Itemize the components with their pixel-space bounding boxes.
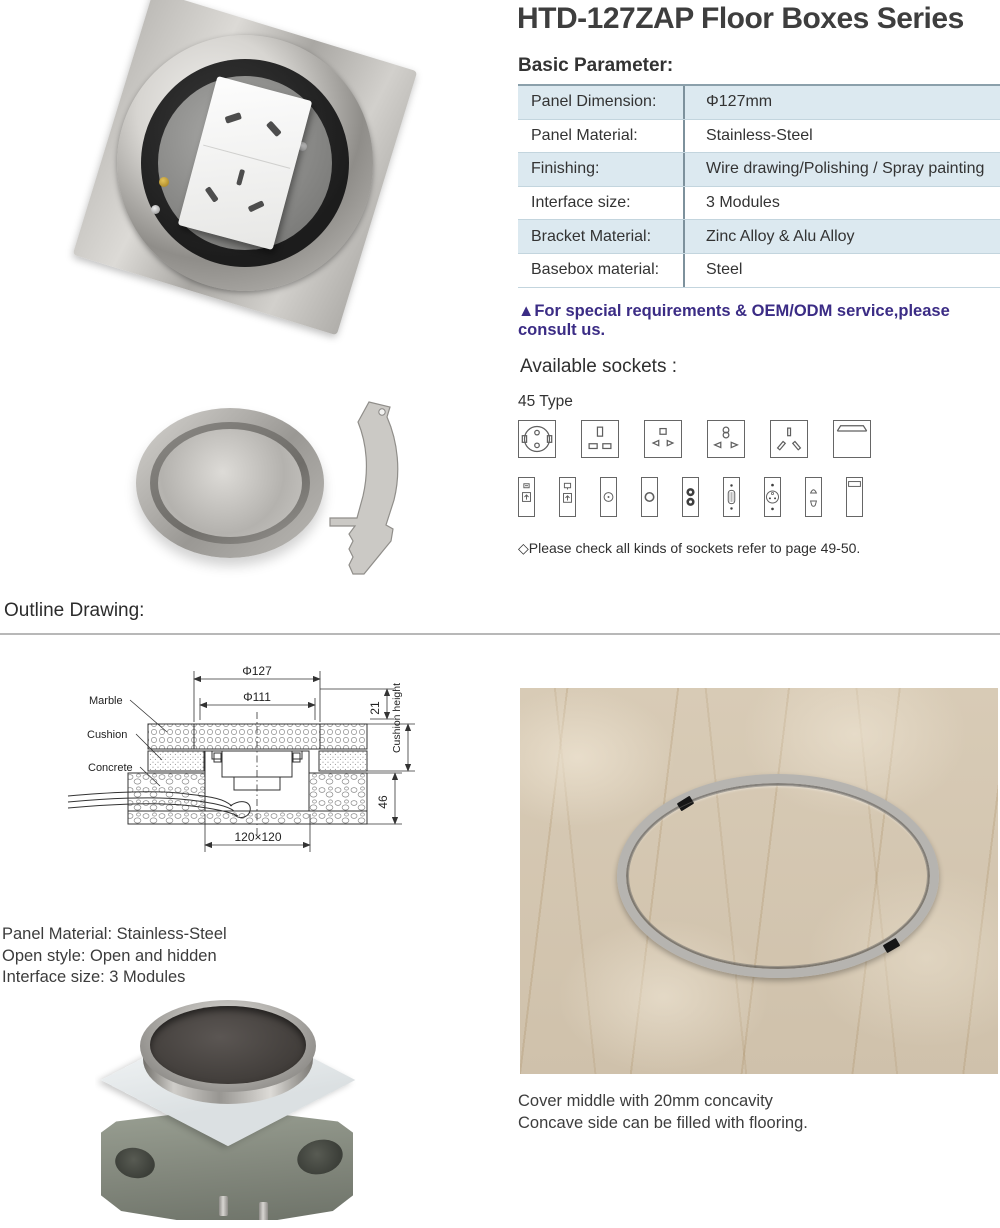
steel-cup-inner bbox=[158, 429, 302, 537]
universal-3pin-socket-icon bbox=[644, 420, 682, 458]
multi-universal-socket-icon bbox=[707, 420, 745, 458]
param-label: Panel Dimension: bbox=[518, 86, 685, 119]
table-row bbox=[518, 220, 1000, 254]
ring-notch bbox=[883, 938, 900, 953]
silver-screw bbox=[151, 205, 160, 214]
schuko-socket-icon bbox=[518, 420, 556, 458]
knockout-hole bbox=[294, 1135, 347, 1179]
marble-photo-caption bbox=[518, 1090, 808, 1134]
sockets-note: ◇Please check all kinds of sockets refer to page 49-50. bbox=[518, 540, 861, 556]
dim-phi127: Φ127 bbox=[242, 664, 272, 678]
marble-label: Marble bbox=[89, 695, 123, 707]
socket-slot bbox=[225, 112, 242, 124]
left-specs bbox=[2, 924, 227, 989]
socket-slot bbox=[205, 186, 219, 203]
param-value: Φ127mm bbox=[706, 93, 773, 111]
marble-install-photo bbox=[520, 688, 998, 1074]
section-divider bbox=[0, 633, 1000, 635]
dim-21: 21 bbox=[368, 701, 382, 715]
param-label: Finishing: bbox=[518, 153, 685, 186]
uk-socket-icon bbox=[581, 420, 619, 458]
rj45-module-icon bbox=[518, 477, 535, 517]
blank-plate-icon bbox=[833, 420, 871, 458]
page-title: HTD-127ZAP Floor Boxes Series bbox=[517, 2, 964, 35]
table-row bbox=[518, 120, 1000, 154]
cover-concave-top bbox=[150, 1006, 306, 1084]
cushion-label: Cushion bbox=[87, 729, 128, 741]
caption-line: Cover middle with 20mm concavity bbox=[518, 1092, 773, 1110]
cn-3pin-socket-icon bbox=[770, 420, 808, 458]
param-label: Panel Material: bbox=[518, 120, 685, 153]
param-value: Stainless-Steel bbox=[706, 126, 813, 144]
bolt bbox=[259, 1202, 268, 1222]
socket-row-modules bbox=[518, 477, 863, 517]
oem-note: ▲For special requirements & OEM/ODM service,please consult us. bbox=[518, 302, 950, 339]
bolt bbox=[219, 1196, 228, 1216]
basic-parameter-heading: Basic Parameter: bbox=[518, 55, 674, 76]
socket-slot bbox=[248, 200, 265, 212]
cushion-height-label: Cushion height bbox=[391, 682, 403, 754]
spec-line: Panel Material: Stainless-Steel bbox=[2, 925, 227, 943]
param-label: Basebox material: bbox=[518, 254, 685, 287]
param-value: Zinc Alloy & Alu Alloy bbox=[706, 227, 855, 245]
param-label: Interface size: bbox=[518, 187, 685, 220]
socket-type-label: 45 Type bbox=[518, 393, 573, 410]
param-value: Steel bbox=[706, 261, 743, 279]
outline-drawing bbox=[62, 656, 452, 868]
floor-box-top-photo bbox=[38, 0, 452, 334]
socket-row-45type bbox=[518, 420, 871, 458]
table-row bbox=[518, 86, 1000, 120]
vga-module-icon bbox=[723, 477, 740, 517]
install-ring bbox=[617, 774, 939, 978]
assembled-floor-box-photo bbox=[95, 1000, 367, 1226]
caption-line: Concave side can be filled with flooring. bbox=[518, 1114, 808, 1132]
tv-coax-module-icon bbox=[600, 477, 617, 517]
dim-46: 46 bbox=[376, 795, 390, 809]
blank-module-icon bbox=[846, 477, 863, 517]
table-row bbox=[518, 187, 1000, 221]
ring-cup-and-wrench-photo bbox=[128, 392, 432, 584]
audio-module-icon bbox=[682, 477, 699, 517]
dim-120x120: 120×120 bbox=[234, 830, 282, 844]
spec-line: Interface size: 3 Modules bbox=[2, 968, 186, 986]
socket-slot bbox=[236, 169, 245, 186]
outline-drawing-heading: Outline Drawing: bbox=[4, 600, 145, 621]
param-value: Wire drawing/Polishing / Spray painting bbox=[706, 160, 985, 178]
socket-slot bbox=[266, 121, 282, 138]
module-seam bbox=[203, 145, 290, 169]
param-label: Bracket Material: bbox=[518, 220, 685, 253]
basic-parameter-table bbox=[518, 84, 1000, 288]
concrete-label: Concrete bbox=[88, 762, 133, 774]
rj45-module-2-icon bbox=[559, 477, 576, 517]
table-row bbox=[518, 153, 1000, 187]
gold-screw bbox=[159, 177, 169, 187]
dim-phi111: Φ111 bbox=[243, 690, 271, 704]
opening-wrench bbox=[306, 398, 426, 580]
spec-line: Open style: Open and hidden bbox=[2, 946, 217, 965]
available-sockets-heading: Available sockets : bbox=[520, 356, 678, 377]
table-row bbox=[518, 254, 1000, 287]
round-connector-module-icon bbox=[641, 477, 658, 517]
universal-2pin-module-icon bbox=[805, 477, 822, 517]
ring-notch bbox=[677, 796, 694, 812]
knockout-hole bbox=[112, 1144, 157, 1182]
french-socket-module-icon bbox=[764, 477, 781, 517]
param-value: 3 Modules bbox=[706, 194, 780, 212]
